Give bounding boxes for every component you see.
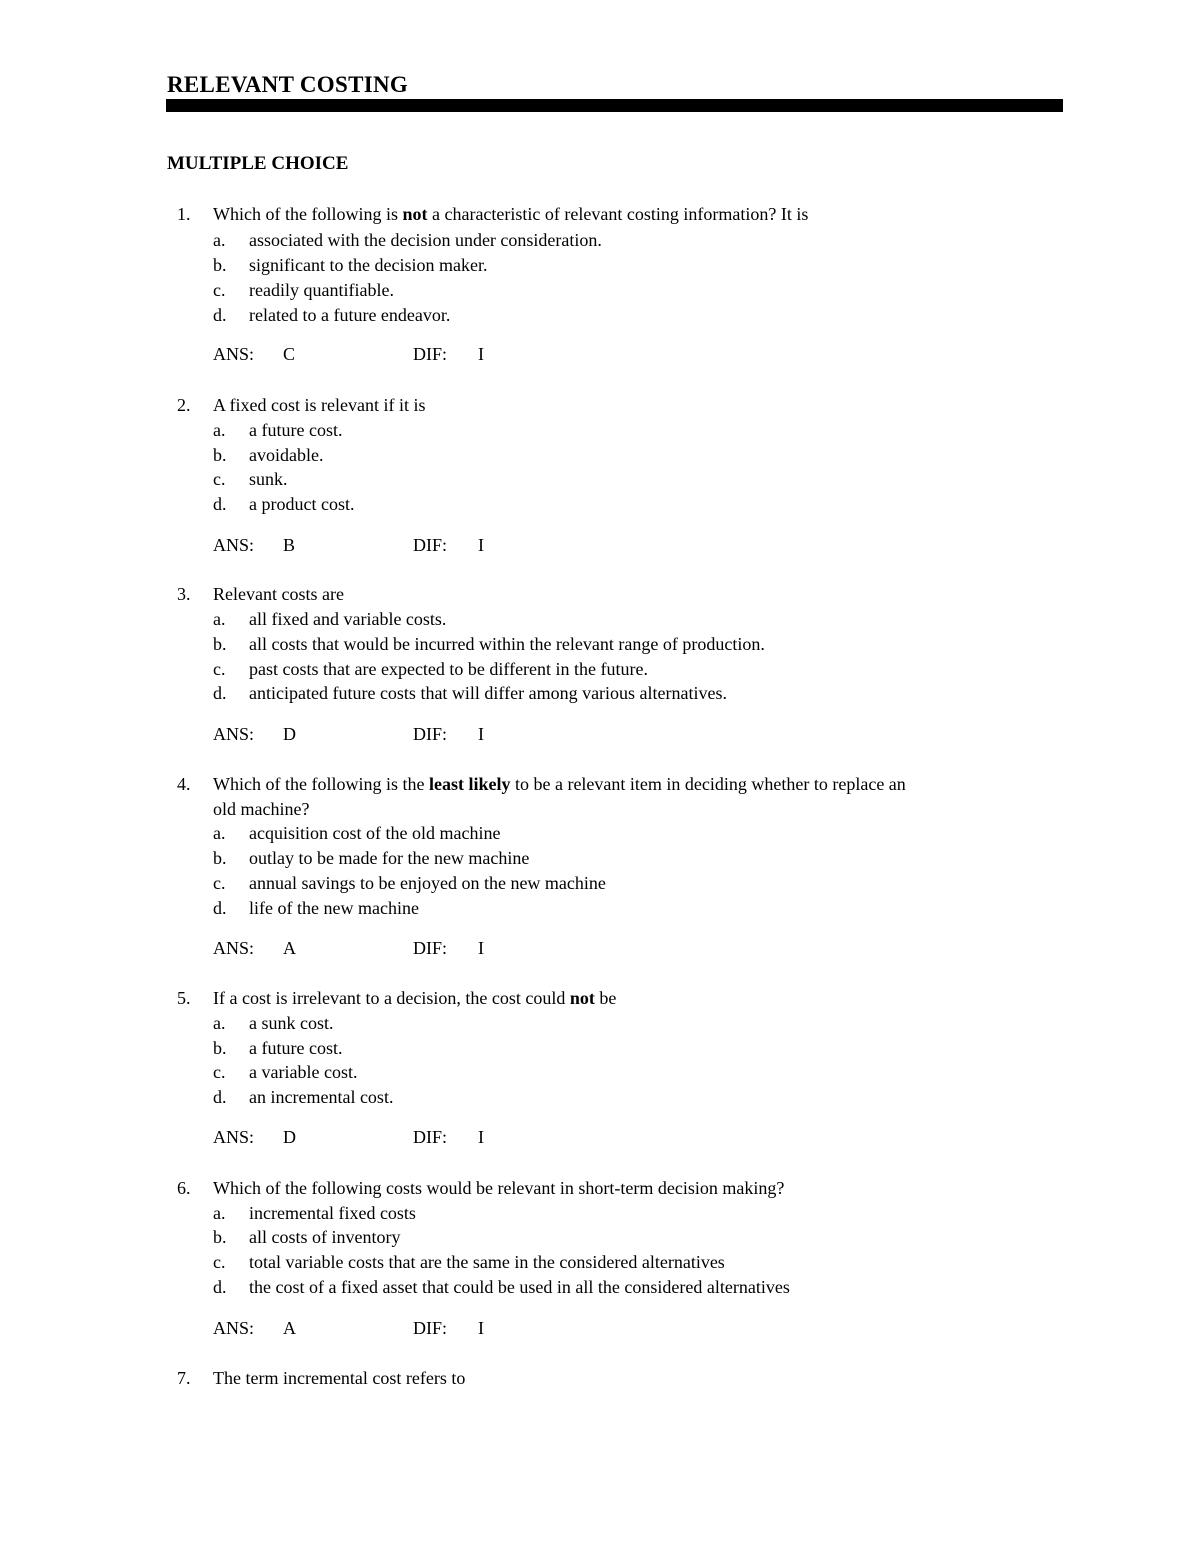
option-text: sunk. bbox=[249, 469, 288, 489]
stem-emphasis: not bbox=[402, 204, 428, 224]
option-text: a sunk cost. bbox=[249, 1013, 334, 1033]
difficulty-label: DIF: bbox=[413, 724, 448, 744]
document-title: RELEVANT COSTING bbox=[167, 72, 409, 97]
answer-label: ANS: bbox=[213, 724, 255, 744]
stem-text: Which of the following is the bbox=[213, 774, 429, 794]
option-letter: a. bbox=[213, 823, 226, 843]
option-letter: b. bbox=[213, 634, 227, 654]
option-text: readily quantifiable. bbox=[249, 280, 394, 300]
option-letter: d. bbox=[213, 494, 227, 514]
option-text: total variable costs that are the same in the considered alternatives bbox=[249, 1252, 725, 1272]
difficulty-value: I bbox=[478, 1318, 484, 1338]
option-text: all fixed and variable costs. bbox=[249, 609, 447, 629]
question-stem bbox=[213, 773, 906, 795]
answer-value: D bbox=[283, 1127, 296, 1147]
question-stem: The term incremental cost refers to bbox=[213, 1368, 466, 1388]
difficulty-value: I bbox=[478, 938, 484, 958]
option-letter: a. bbox=[213, 609, 226, 629]
option-text: related to a future endeavor. bbox=[249, 305, 451, 325]
option-text: incremental fixed costs bbox=[249, 1203, 416, 1223]
option-letter: d. bbox=[213, 683, 227, 703]
option-text: a product cost. bbox=[249, 494, 355, 514]
question-stem bbox=[213, 987, 616, 1009]
option-letter: a. bbox=[213, 230, 226, 250]
option-letter: b. bbox=[213, 848, 227, 868]
option-letter: b. bbox=[213, 255, 227, 275]
answer-value: A bbox=[283, 1318, 296, 1338]
difficulty-value: I bbox=[478, 724, 484, 744]
difficulty-label: DIF: bbox=[413, 1127, 448, 1147]
stem-emphasis: least likely bbox=[428, 774, 511, 794]
option-letter: d. bbox=[213, 1277, 227, 1297]
question-number: 3. bbox=[177, 584, 191, 604]
section-heading: MULTIPLE CHOICE bbox=[167, 153, 349, 174]
option-text: all costs that would be incurred within the relevant range of production. bbox=[249, 634, 765, 654]
option-text: anticipated future costs that will differ among various alternatives. bbox=[249, 683, 728, 703]
stem-text: a characteristic of relevant costing information? It is bbox=[427, 204, 809, 224]
option-text: a future cost. bbox=[249, 420, 343, 440]
stem-text: to be a relevant item in deciding whether to replace an bbox=[510, 774, 906, 794]
difficulty-value: I bbox=[478, 1127, 484, 1147]
option-text: an incremental cost. bbox=[249, 1087, 394, 1107]
option-letter: d. bbox=[213, 898, 227, 918]
question-number: 5. bbox=[177, 988, 191, 1008]
answer-value: A bbox=[283, 938, 296, 958]
stem-text: If a cost is irrelevant to a decision, the cost could bbox=[213, 988, 570, 1008]
question-stem: A fixed cost is relevant if it is bbox=[213, 395, 426, 415]
option-text: past costs that are expected to be different in the future. bbox=[249, 659, 649, 679]
question-number: 2. bbox=[177, 395, 191, 415]
answer-label: ANS: bbox=[213, 535, 255, 555]
stem-text: Which of the following is bbox=[213, 204, 403, 224]
option-text: outlay to be made for the new machine bbox=[249, 848, 530, 868]
option-letter: a. bbox=[213, 420, 226, 440]
option-letter: d. bbox=[213, 1087, 227, 1107]
difficulty-label: DIF: bbox=[413, 1318, 448, 1338]
option-letter: d. bbox=[213, 305, 227, 325]
option-letter: b. bbox=[213, 1227, 227, 1247]
title-rule bbox=[166, 99, 1063, 112]
question-stem bbox=[213, 203, 808, 225]
option-text: all costs of inventory bbox=[249, 1227, 401, 1247]
option-text: the cost of a fixed asset that could be used in all the considered alternatives bbox=[249, 1277, 790, 1297]
option-letter: a. bbox=[213, 1013, 226, 1033]
option-letter: a. bbox=[213, 1203, 226, 1223]
difficulty-label: DIF: bbox=[413, 344, 448, 364]
option-letter: c. bbox=[213, 1252, 226, 1272]
option-text: acquisition cost of the old machine bbox=[249, 823, 501, 843]
answer-label: ANS: bbox=[213, 1127, 255, 1147]
option-letter: b. bbox=[213, 1038, 227, 1058]
option-letter: c. bbox=[213, 1062, 226, 1082]
option-letter: c. bbox=[213, 469, 226, 489]
answer-value: D bbox=[283, 724, 296, 744]
question-number: 4. bbox=[177, 774, 191, 794]
answer-value: B bbox=[283, 535, 296, 555]
option-text: life of the new machine bbox=[249, 898, 419, 918]
difficulty-value: I bbox=[478, 344, 484, 364]
option-text: associated with the decision under consideration. bbox=[249, 230, 602, 250]
option-text: significant to the decision maker. bbox=[249, 255, 488, 275]
option-letter: b. bbox=[213, 445, 227, 465]
difficulty-label: DIF: bbox=[413, 535, 448, 555]
question-number: 6. bbox=[177, 1178, 191, 1198]
difficulty-value: I bbox=[478, 535, 484, 555]
option-text: a variable cost. bbox=[249, 1062, 358, 1082]
answer-label: ANS: bbox=[213, 938, 255, 958]
question-stem-continued: old machine? bbox=[213, 799, 310, 819]
option-text: a future cost. bbox=[249, 1038, 343, 1058]
option-letter: c. bbox=[213, 873, 226, 893]
option-text: annual savings to be enjoyed on the new machine bbox=[249, 873, 606, 893]
question-stem: Relevant costs are bbox=[213, 584, 344, 604]
option-text: avoidable. bbox=[249, 445, 324, 465]
question-stem: Which of the following costs would be relevant in short-term decision making? bbox=[213, 1178, 785, 1198]
option-letter: c. bbox=[213, 280, 226, 300]
answer-label: ANS: bbox=[213, 1318, 255, 1338]
option-letter: c. bbox=[213, 659, 226, 679]
stem-text: be bbox=[594, 988, 617, 1008]
question-number: 1. bbox=[177, 204, 191, 224]
stem-emphasis: not bbox=[569, 988, 595, 1008]
difficulty-label: DIF: bbox=[413, 938, 448, 958]
answer-label: ANS: bbox=[213, 344, 255, 364]
question-number: 7. bbox=[177, 1368, 191, 1388]
answer-value: C bbox=[283, 344, 296, 364]
